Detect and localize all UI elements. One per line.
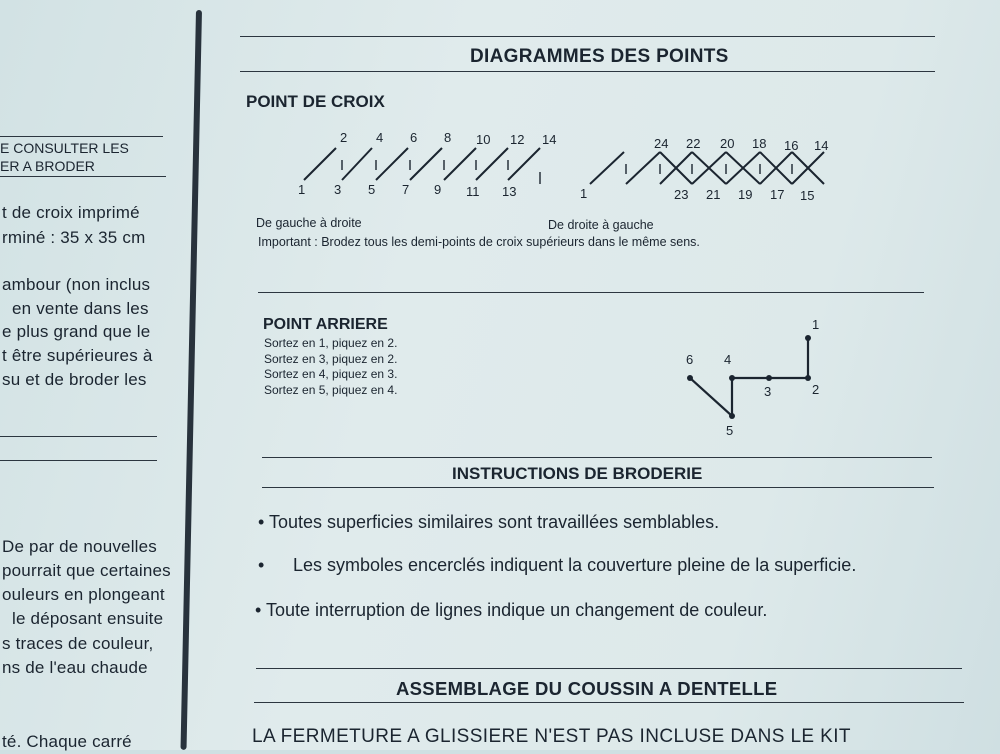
stitch-label: 7 [402,182,410,197]
step-line: Sortez en 1, piquez en 2. [264,336,398,350]
left-heading-line: E CONSULTER LES [0,140,129,156]
stitch-label: 21 [706,187,721,202]
instruction-item: • Toutes superficies similaires sont travaillées semblables. [258,512,720,532]
point-label: 2 [812,382,820,397]
section-title-instructions: INSTRUCTIONS DE BRODERIE [452,464,703,483]
divider [256,668,962,669]
stitch-label: 6 [410,130,418,145]
divider [254,702,964,703]
divider [262,457,932,458]
point-arriere-title: POINT ARRIERE [263,316,388,333]
point-label: 3 [764,384,772,399]
instruction-item: Les symboles encerclés indiquent la couverture pleine de la superficie. [293,555,857,575]
point-label: 5 [726,423,734,438]
stitch-label: 18 [752,136,767,151]
stitch-label: 19 [738,187,753,202]
section-title-diagrammes: DIAGRAMMES DES POINTS [470,46,729,67]
divider [262,487,934,488]
stitch-label: 5 [368,182,376,197]
instruction-item: • Toute interruption de lignes indique un changement de couleur. [255,600,768,620]
stitch-label: 2 [340,130,348,145]
divider [240,71,935,72]
important-note: Important : Brodez tous les demi-points de croix supérieurs dans le même sens. [258,235,700,249]
cross-stitch-diagram [290,128,850,208]
caption-left-to-right: De gauche à droite [256,216,362,230]
left-to-right-stitches [304,148,540,180]
stitch-label: 1 [298,182,306,197]
back-stitch-diagram [670,312,840,442]
left-text-line: rminé : 35 x 35 cm [2,228,146,247]
left-text-line: té. Chaque carré [2,732,132,751]
left-text-line: le déposant ensuite [12,609,164,628]
stitch-label: 11 [466,184,480,199]
point-label: 1 [812,317,820,332]
section-title-assemblage: ASSEMBLAGE DU COUSSIN A DENTELLE [396,678,778,699]
left-text-line: s traces de couleur, [2,634,154,653]
left-text-line: t de croix imprimé [2,203,140,222]
stitch-label: 9 [434,182,442,197]
point-arriere-steps [264,336,397,398]
stitch-label: 15 [800,188,815,203]
stitch-label: 4 [376,130,384,145]
left-text-line: su et de broder les [2,370,147,389]
stitch-label: 14 [542,132,557,147]
stitch-label: 3 [334,182,342,197]
stitch-label: 12 [510,132,525,147]
back-stitch-path [690,338,808,416]
left-text-line: en vente dans les [12,299,149,318]
assemblage-text: LA FERMETURE A GLISSIERE N'EST PAS INCLUSE DANS LE KIT [252,726,851,747]
stitch-label: 1 [580,186,588,201]
left-text-line: De par de nouvelles [2,537,158,556]
left-heading-line: ER A BRODER [0,158,95,174]
stitch-label: 24 [654,136,669,151]
step-line: Sortez en 3, piquez en 2. [264,351,398,366]
stitch-label: 13 [502,184,517,199]
left-text-line: ambour (non inclus [2,275,151,294]
divider [0,176,166,177]
step-line: Sortez en 5, piquez en 4. [264,382,398,397]
divider [0,436,157,437]
point-de-croix-title: POINT DE CROIX [246,92,385,111]
left-text-line: pourrait que certaines [2,561,171,580]
stitch-label: 10 [476,132,491,147]
left-text-line: e plus grand que le [2,322,151,341]
step-line: Sortez en 4, piquez en 3. [264,367,398,381]
stitch-label: 23 [674,187,689,202]
point-label: 6 [686,352,694,367]
left-text-line: ns de l'eau chaude [2,658,148,677]
stitch-label: 16 [784,138,799,153]
left-text-line: t être supérieures à [2,346,153,365]
divider [0,136,163,137]
divider [258,292,924,293]
instruction-bullet-mark: • [258,555,265,575]
stitch-label: 14 [814,138,829,153]
stitch-label: 22 [686,136,701,151]
point-label: 4 [724,352,732,367]
caption-right-to-left: De droite à gauche [548,218,654,232]
right-to-left-stitches [590,152,824,184]
stitch-label: 8 [444,130,452,145]
divider [0,460,157,461]
left-text-line: ouleurs en plongeant [2,585,165,604]
left-tick-marks [342,160,540,184]
stitch-label: 20 [720,136,735,151]
divider [240,36,935,37]
stitch-label: 17 [770,187,785,202]
